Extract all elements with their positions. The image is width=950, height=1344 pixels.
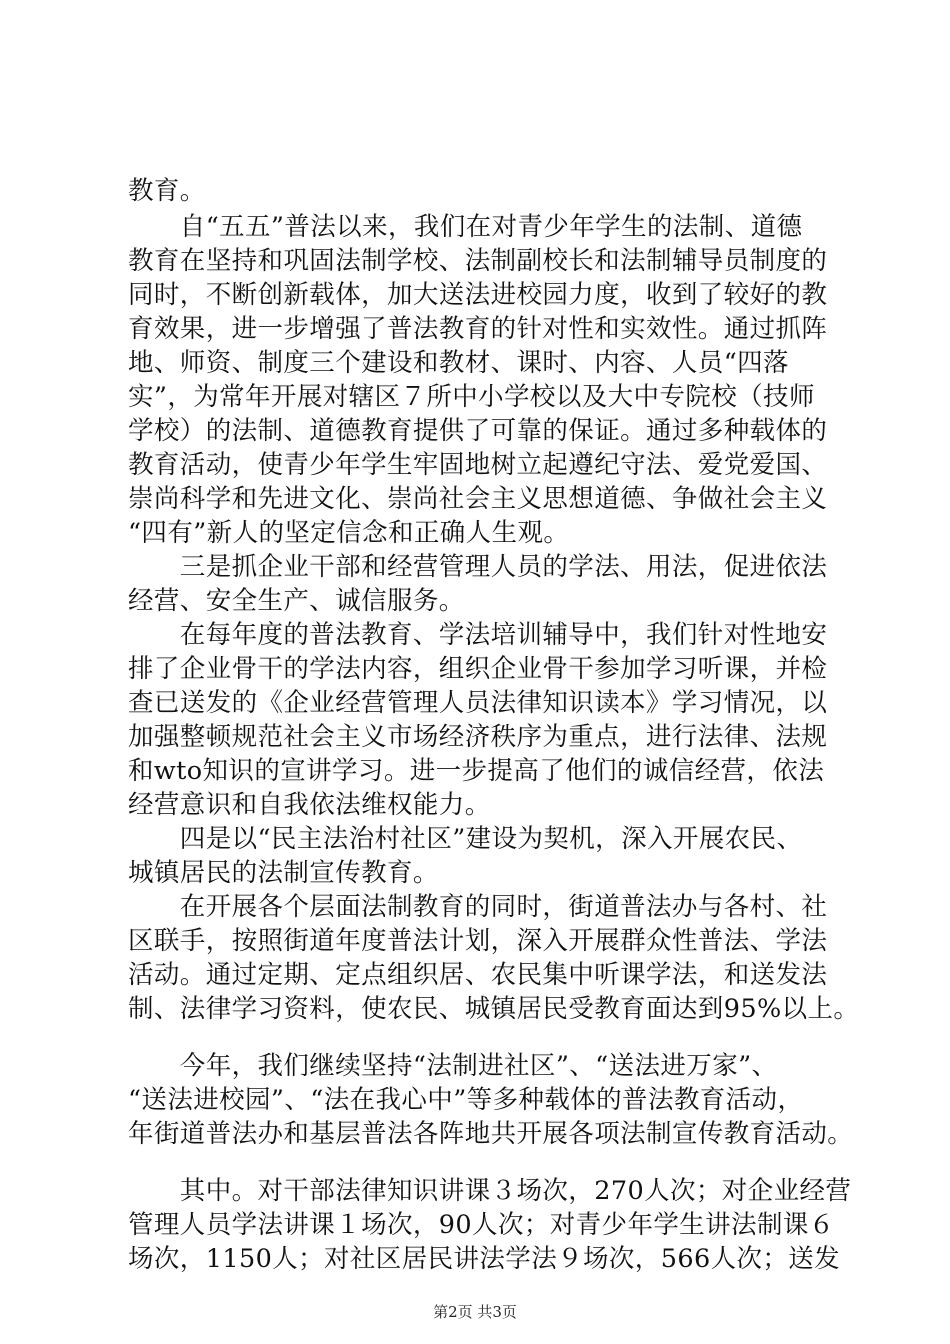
text-line: 学校）的法制、道德教育提供了可靠的保证。通过多种载体的 xyxy=(128,416,828,446)
text-line: “送法进校园”、“法在我心中”等多种载体的普法教育活动， xyxy=(128,1085,804,1115)
text-line: 在每年度的普法教育、学法培训辅导中，我们针对性地安 xyxy=(128,620,828,650)
text-line: 其中。对干部法律知识讲课３场次，270人次；对企业经营 xyxy=(128,1176,852,1206)
text-line: 今年，我们继续坚持“法制进社区”、“送法进万家”、 xyxy=(128,1051,778,1081)
text-line: 四是以“民主法治村社区”建设为契机，深入开展农民、 xyxy=(128,824,803,854)
text-line: 活动。通过定期、定点组织居、农民集中听课学法，和送发法 xyxy=(128,960,828,990)
text-line: 教育在坚持和巩固法制学校、法制副校长和法制辅导员制度的 xyxy=(128,246,828,276)
text-line: 崇尚科学和先进文化、崇尚社会主义思想道德、争做社会主义 xyxy=(128,484,828,514)
text-line: 实”，为常年开展对辖区７所中小学校以及大中专院校（技师 xyxy=(128,382,815,412)
text-line: 和wto知识的宣讲学习。进一步提高了他们的诚信经营，依法 xyxy=(128,756,825,786)
text-line: 三是抓企业干部和经营管理人员的学法、用法，促进依法 xyxy=(128,552,828,582)
text-line: 地、师资、制度三个建设和教材、课时、内容、人员“四落 xyxy=(128,348,789,378)
text-line: “四有”新人的坚定信念和正确人生观。 xyxy=(128,518,570,548)
text-line: 在开展各个层面法制教育的同时，街道普法办与各村、社 xyxy=(128,892,828,922)
text-line: 排了企业骨干的学法内容，组织企业骨干参加学习听课，并检 xyxy=(128,654,828,684)
text-line: 育效果，进一步增强了普法教育的针对性和实效性。通过抓阵 xyxy=(128,314,828,344)
text-line: 制、法律学习资料，使农民、城镇居民受教育面达到95%以上。 xyxy=(128,994,860,1024)
text-line: 经营、安全生产、诚信服务。 xyxy=(128,586,465,616)
page-number: 第2页 共3页 xyxy=(433,1303,517,1321)
text-line: 自“五五”普法以来，我们在对青少年学生的法制、道德 xyxy=(128,212,803,242)
text-line: 年街道普法办和基层普法各阵地共开展各项法制宣传教育活动。 xyxy=(128,1119,854,1149)
text-line: 城镇居民的法制宣传教育。 xyxy=(128,858,439,888)
text-line: 区联手，按照街道年度普法计划，深入开展群众性普法、学法 xyxy=(128,926,828,956)
text-line: 查已送发的《企业经营管理人员法律知识读本》学习情况，以 xyxy=(128,688,828,718)
text-line: 加强整顿规范社会主义市场经济秩序为重点，进行法律、法规 xyxy=(128,722,828,752)
text-line: 管理人员学法讲课１场次，90人次；对青少年学生讲法制课６ xyxy=(128,1210,835,1240)
text-line: 教育活动，使青少年学生牢固地树立起遵纪守法、爱党爱国、 xyxy=(128,450,828,480)
text-line: 同时，不断创新载体，加大送法进校园力度，收到了较好的教 xyxy=(128,280,828,310)
text-line: 教育。 xyxy=(128,176,206,206)
text-line: 经营意识和自我依法维权能力。 xyxy=(128,790,491,820)
text-line: 场次，1150人；对社区居民讲法学法９场次，566人次；送发 xyxy=(128,1244,841,1274)
